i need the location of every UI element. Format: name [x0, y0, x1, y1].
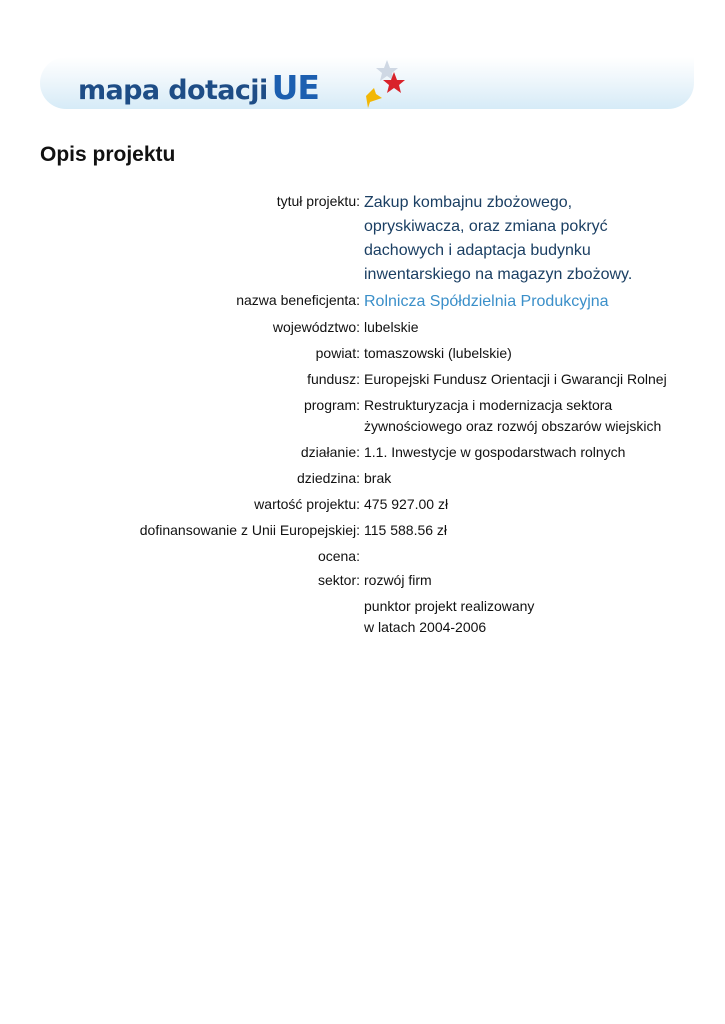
- rating-value: [364, 546, 689, 567]
- project-details: [0, 191, 725, 638]
- program-line: żywnościowego oraz rozwój obszarów wiejskich: [364, 418, 662, 434]
- program-value: [364, 395, 689, 437]
- eu-funding-value: 115 588.56 zł: [364, 522, 448, 538]
- eu-funding-label: dofinansowanie z Unii Europejskiej:: [139, 522, 360, 538]
- note-line: w latach 2004-2006: [364, 619, 487, 635]
- beneficiary-label: nazwa beneficjenta:: [236, 292, 360, 308]
- row-program: [0, 395, 725, 437]
- title-line: inwentarskiego na magazyn zbożowy.: [364, 266, 633, 283]
- title-line: dachowych i adaptacja budynku: [364, 242, 591, 259]
- title-line: opryskiwacza, oraz zmiana pokryć: [364, 218, 608, 235]
- row-county: [0, 343, 725, 364]
- title-value: [364, 191, 689, 287]
- title-label: tytuł projektu:: [276, 193, 360, 209]
- yellow-star-icon: [366, 88, 382, 108]
- page-title: Opis projektu: [40, 143, 176, 166]
- value-label: wartość projektu:: [254, 496, 360, 512]
- note-line: punktor projekt realizowany: [364, 598, 535, 614]
- title-line: Zakup kombajnu zbożowego,: [364, 194, 573, 211]
- row-eu-funding: [0, 520, 725, 541]
- county-label: powiat:: [315, 345, 360, 361]
- note-label: [0, 596, 360, 638]
- row-voivodeship: [0, 317, 725, 338]
- row-domain: [0, 468, 725, 489]
- logo-ue: UE: [271, 68, 319, 107]
- row-note: [0, 596, 725, 638]
- sector-label: sektor:: [317, 572, 360, 588]
- voivodeship-value: lubelskie: [364, 319, 419, 335]
- beneficiary-link[interactable]: Rolnicza Spółdzielnia Produkcyjna: [364, 293, 609, 310]
- site-logo[interactable]: [78, 58, 319, 107]
- row-title: [0, 191, 725, 287]
- program-line: Restrukturyzacja i modernizacja sektora: [364, 397, 613, 413]
- value-value: 475 927.00 zł: [364, 496, 449, 512]
- stars-icon: [346, 58, 416, 108]
- domain-value: brak: [364, 470, 392, 486]
- fund-value: Europejski Fundusz Orientacji i Gwarancji Rolnej: [364, 371, 667, 387]
- logo-text: mapa dotacji: [78, 75, 268, 106]
- county-value: tomaszowski (lubelskie): [364, 345, 512, 361]
- row-value: [0, 494, 725, 515]
- action-value: 1.1. Inwestycje w gospodarstwach rolnych: [364, 444, 626, 460]
- note-value: [364, 596, 689, 638]
- sector-value: rozwój firm: [364, 572, 432, 588]
- row-beneficiary: [0, 290, 725, 314]
- domain-label: dziedzina:: [296, 470, 360, 486]
- action-label: działanie:: [300, 444, 360, 460]
- row-action: [0, 442, 725, 463]
- row-fund: [0, 369, 725, 390]
- voivodeship-label: województwo:: [272, 319, 360, 335]
- rating-label: ocena:: [317, 548, 360, 564]
- program-label: program:: [303, 397, 360, 413]
- row-sector: [0, 570, 725, 591]
- fund-label: fundusz:: [307, 371, 360, 387]
- row-rating: [0, 546, 725, 567]
